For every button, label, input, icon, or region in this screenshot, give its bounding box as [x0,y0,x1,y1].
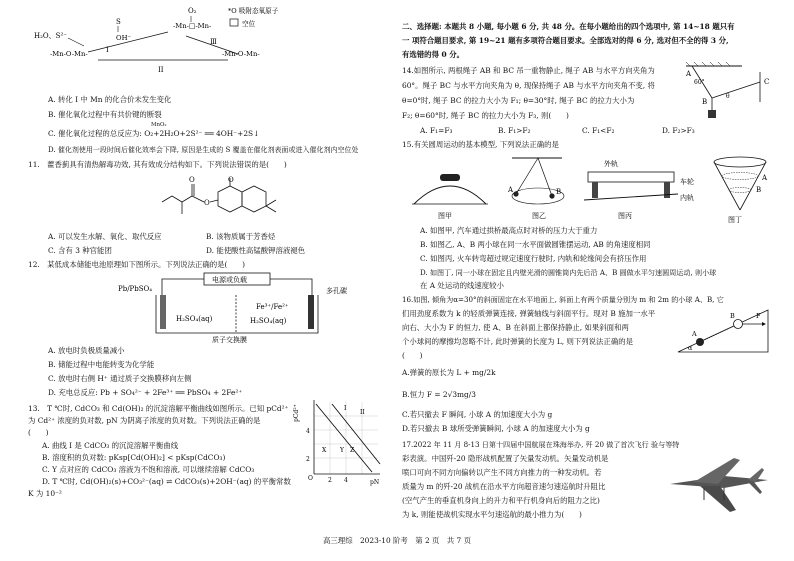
q13-option-a: A. 曲线 I 是 CdCO₃ 的沉淀溶解平衡曲线 [42,441,179,450]
q16-option-d: D.若只撤去 B 球所受弹簧瞬间, 小球 A 的加速度大小为 g [402,424,590,433]
q16-option-b: B.恒力 F = 2√3mg/3 [402,390,476,399]
q16-line-3: 向右、大小为 F 的恒力, 使 A、B 在斜面上都保持静止, 如果斜面和两 [402,323,629,332]
q16-force-f: F [756,312,761,320]
right-solution-label: H₂SO₄(aq) [250,317,287,325]
q17-line-2: 彩表演。中国歼-20 隐形战机配置了矢量发动机。矢量发动机是 [402,454,609,463]
q14-point-b: B [702,98,708,106]
q10-option-b: B. 催化氧化过程中有共价键的断裂 [48,110,162,119]
oh-label: OH⁻ [116,34,132,42]
q13-option-c: C. Y 点对应的 CdCO₃ 溶液为不饱和溶液, 可以继续溶解 CdCO₃ [42,465,255,474]
q15-caption-b: 图乙 [532,212,546,220]
q12-option-c: C. 放电时右侧 H⁺ 通过质子交换膜移向左侧 [48,374,192,383]
q13-y-axis: pCd²⁺ [293,404,300,422]
stage-2: II [158,66,164,74]
s-label: S [116,18,121,26]
q11-option-b: B. 该物质属于芳香烃 [206,232,276,241]
q12-option-b: B. 储能过程中电能转变为化学能 [48,360,155,369]
q15-point-a: A [508,186,514,194]
q14-option-a: A. F₁=F₃ [420,126,453,135]
curve-2-label: II [360,409,365,416]
q15-option-d-cont: 在 A 处运动的线速度较小 [420,281,504,290]
q16-ball-b: B [730,312,735,320]
legend-vacancy-box [230,19,238,26]
q13-solubility-graph [293,396,384,488]
q15-figures [412,154,774,224]
q16-line-1: 16.如图, 倾角为α=30°的斜面固定在水平地面上, 斜面上有两个质量分别为 m 和 2m 的小球 A、B, 它 [402,295,724,304]
q15-option-a: A. 如图甲, 汽车通过拱桥最高点时对桥的压力大于重力 [420,226,598,235]
q14-line-3: θ=0°时, 绳子 BC 的拉力大小为 F₁; θ=30°时, 绳子 BC 的拉力大小为 [402,96,635,105]
q17-line-5: (空气产生的垂直机身向上的升力和平行机身向后的阻力之比) [402,496,600,505]
q16-alpha: α [688,344,693,352]
q17-line-4: 质量为 m 的歼-20 战机在沿水平方向超音速匀速巡航时升阻比 [402,482,606,491]
q14-point-c: C [764,78,770,86]
q14-line-1: 14.如图所示, 两根绳子 AB 和 BC 吊一重物静止, 绳子 AB 与水平方向夹角为 [402,66,655,75]
q11-stem: 11. 藿香蓟具有清热解毒功效, 其有效成分结构如下。下列说法错误的是( ) [28,160,287,169]
q15-outer-rail: 外轨 [604,160,618,168]
legend-vacancy: 空位 [242,20,256,28]
right-electrode-label: 多孔碳 [326,287,347,295]
q16-line-2: 们用劲度系数为 k 的轻质弹簧连接, 弹簧轴线与斜面平行。现对 B 施加一水平 [402,309,656,318]
q11-option-c: C. 含有 3 种官能团 [48,246,112,255]
svg-text:O: O [189,176,195,184]
q10-option-c: C. 催化氧化过程的总反应为: O₂+2H₂O+2S²⁻ ══ 4OH⁻+2S↓ [48,129,260,138]
membrane-label: 质子交换膜 [212,336,247,344]
stage-3: Ⅲ [210,38,217,46]
section-header-3: 有选错的得 0 分。 [402,50,465,59]
q13-x-axis: pN [370,479,380,486]
q16-ball-a: A [692,330,697,338]
mn-o-mn-right: -Mn-O-Mn- [222,50,260,58]
q15-option-b: B. 如图乙, A、B 两小球在同一水平面做圆锥摆运动, AB 的角速度相同 [420,240,651,249]
left-solution-label: H₂SO₄(aq) [176,315,213,323]
q15-caption-a: 图甲 [438,212,452,220]
catalyst-cycle-diagram [28,2,278,88]
q12-stem: 12. 某低成本储能电池原理如下图所示。下列说法正确的是( ) [28,260,246,269]
q13-xtick-4: 4 [344,477,348,484]
q16-incline-diagram [672,304,772,356]
q14-option-c: C. F₁<F₂ [582,126,615,135]
q10-option-d: D. 催化剂使用一段时间后催化效率会下降, 原因是生成的 S 覆盖在催化剂表面或进入催化剂内空位处 [48,146,359,154]
section-header-2: 一 项符合题目要求, 第 19~21 题有多项符合题目要求。全部选对的得 6 分, 选对但不全的得 3 分, [402,36,729,45]
left-electrode [160,295,166,329]
curve-2-line [332,404,380,464]
point-z: Z [350,447,355,454]
page-footer: 高三理综 2023-10 阶考 第 2 页 共 7 页 [323,536,471,545]
section-header-1: 二、选择题: 本题共 8 小题, 每小题 6 分, 共 48 分。在每小题给出的四个选项中, 第 14~18 题只有 [402,22,735,31]
q13-ytick-2: 2 [306,456,310,463]
q15-option-d: D. 如图丁, 同一小球在固定且内壁光滑的圆锥筒内先后沿 A、B 圆做水平匀速圆周运动, 则小球 [420,268,717,277]
q13-origin: O [308,475,313,482]
o2-label: O₂ [188,7,197,15]
curve-1-label: I [344,405,347,412]
q15-point-b: B [556,188,562,196]
mn-vacancy-label: -Mn-□-Mn- [173,22,212,30]
q14-point-a: A [686,70,692,78]
q10-catalyst-label: MnO₂ [151,122,167,128]
legend-adsorbed: *O 吸附态氧原子 [228,7,279,15]
q14-line-4: F₂; θ=60°时, 绳子 BC 的拉力大小为 F₃, 则( ) [402,111,569,120]
q12-option-a: A. 放电时负极质量减小 [48,346,125,355]
q10-option-a: A. 转化 I 中 Mn 的化合价未发生变化 [48,95,172,104]
point-y: Y [340,447,344,454]
q15-wheel: 车轮 [680,178,694,186]
q11-structure [158,172,298,230]
q14-angle-60: 60° [694,79,705,86]
q14-line-2: 60°。绳子 BC 与水平方向夹角为 θ, 现保持绳子 AB 与水平方向夹角不变, 将 [402,81,655,90]
q13-line-1: 13. T ℃时, CdCO₃ 和 Cd(OH)₂ 的沉淀溶解平衡曲线如图所示。已知 pCd²⁺ [28,404,289,413]
q13-xtick-2: 2 [328,477,332,484]
q13-line-3: ( ) [28,428,49,437]
q14-rope-diagram [682,62,774,124]
point-x: X [322,447,327,454]
q13-option-d: D. T ℃时, Cd(OH)₂(s)+CO₃²⁻(aq) ⇌ CdCO₃(s)+2OH⁻(aq) 的平衡常数 [42,477,291,486]
q14-theta: θ [726,93,730,100]
q11-option-d: D. 能使酸性高锰酸钾溶液褪色 [206,246,306,255]
h2o-s-label: H₂O、S²⁻ [34,32,67,40]
q13-ytick-4: 4 [306,428,310,435]
load-label: 电源或负载 [212,276,247,284]
q15-inner-rail: 内轨 [680,194,694,202]
q12-option-d: D. 充电总反应: Pb + SO₄²⁻ + 2Fe³⁺ ══ PbSO₄ + 2Fe²⁺ [48,388,243,397]
q14-option-b: B. F₁>F₂ [498,126,531,135]
j20-jet-image [664,454,774,526]
q14-option-d: D. F₂>F₃ [662,126,695,135]
q17-line-6: 为 k, 则能使战机实现水平匀速巡航的最小推力为( ) [402,510,582,519]
q15-cone-a: A [762,174,768,182]
q15-stem: 15.有关圆周运动的基本模型, 下列说法正确的是 [402,140,559,149]
q16-line-5: ( ) [402,351,423,360]
q15-caption-d: 图丁 [728,216,742,224]
svg-text:O: O [228,176,234,184]
q11-option-a: A. 可以发生水解、氧化、取代反应 [48,232,162,241]
q17-line-1: 17.2022 年 11 月 8-13 日第十四届中国航展在珠海举办, 歼 20 做了首次飞行 验与等特 [402,440,680,449]
q15-cone-b: B [756,186,762,194]
stage-1: I [106,46,109,54]
q15-caption-c: 图丙 [618,212,632,220]
right-ions-label: Fe³⁺/Fe²⁺ [256,303,289,311]
q15-option-c: C. 如图丙, 火车转弯超过规定速度行驶时, 内轨和轮缘间会有挤压作用 [420,254,647,263]
q13-option-b: B. 溶度积的负对数: pKsp[Cd(OH)₂] < pKsp(CdCO₃) [42,453,226,462]
q13-tail: K 为 10⁻² [28,489,62,498]
mn-o-mn-left: -Mn-O-Mn- [50,50,88,58]
svg-text:O: O [204,199,210,207]
left-electrode-label: Pb/PbSO₄ [118,285,153,293]
q16-option-a: A.弹簧的原长为 L + mg/2k [402,368,496,377]
q16-option-c: C.若只撤去 F 瞬间, 小球 A 的加速度大小为 g [402,410,553,419]
right-electrode [308,295,314,329]
q13-line-2: 为 Cd²⁺ 浓度的负对数, pN 为阴离子浓度的负对数。下列说法正确的是 [28,416,261,425]
q17-line-3: 喷口可向不同方向偏转以产生不同方向推力的一种发动机。若 [402,468,602,477]
q16-line-4: 个小球间的摩擦均忽略不计, 此时弹簧的长度为 L, 则下列说法正确的是 [402,337,633,346]
q12-battery-diagram [116,273,352,343]
